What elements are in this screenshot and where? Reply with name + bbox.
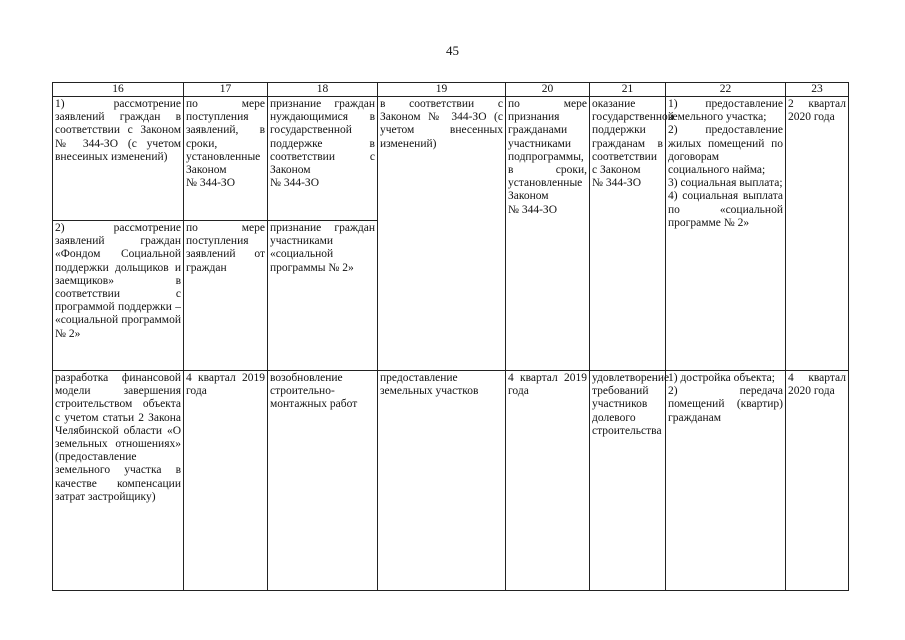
cell-16: 1) рассмотрение заявлений граждан в соответствии с Законом № 344-ЗО (с учетом внесеиных изменений) — [53, 97, 184, 221]
cell-22: 1) достройка объекта; 2) передача помещений (квартир) гражданам — [666, 371, 786, 591]
table-row — [53, 97, 849, 221]
cell-20: по мере признания гражданами участниками подпрограммы, в сроки, установленные Законом № 344-ЗО — [506, 97, 590, 371]
cell-20: 4 квартал 2019 года — [506, 371, 590, 591]
cell-23: 4 квартал 2020 года — [786, 371, 849, 591]
column-header-19: 19 — [378, 83, 506, 97]
cell-19: в соответствии с Законом № 344-ЗО (с учетом внесенных изменений) — [378, 97, 506, 371]
cell-22: 1) предоставление земельного участка; 2) предоставление жилых помещений по договорам социального найма; 3) социальная выплата; 4) социальная выплата по «социальной программе № 2» — [666, 97, 786, 371]
cell-19: предоставление земельных участков — [378, 371, 506, 591]
cell-17: по мере поступления заявлений, в сроки, установленные Законом № 344-ЗО — [184, 97, 268, 221]
cell-17: по мере поступления заявлений от граждан — [184, 221, 268, 371]
cell-18: возобновление строительно-монтажных работ — [268, 371, 378, 591]
cell-18: признание граждан участниками «социальной программы № 2» — [268, 221, 378, 371]
cell-18: признание граждан нуждающимися в государственной поддержке в соответствии с Законом № 344-ЗО — [268, 97, 378, 221]
cell-21: оказание государственной поддержки гражданам в соответствии с Законом № 344-ЗО — [590, 97, 666, 371]
cell-17: 4 квартал 2019 года — [184, 371, 268, 591]
header-row — [53, 83, 849, 97]
cell-23: 2 квартал 2020 года — [786, 97, 849, 371]
document-table — [52, 82, 849, 591]
column-header-16: 16 — [53, 83, 184, 97]
column-header-20: 20 — [506, 83, 590, 97]
cell-16: 2) рассмотрение заявлений граждан «Фондом Социальной поддержки дольщиков и заемщиков» в соответствии с программой поддержки – «социальной программой № 2» — [53, 221, 184, 371]
column-header-23: 23 — [786, 83, 849, 97]
cell-21: удовлетворение требований участников долевого строительства — [590, 371, 666, 591]
table-row — [53, 371, 849, 591]
page-number: 45 — [446, 43, 459, 58]
column-header-18: 18 — [268, 83, 378, 97]
column-header-22: 22 — [666, 83, 786, 97]
column-header-17: 17 — [184, 83, 268, 97]
column-header-21: 21 — [590, 83, 666, 97]
cell-16: разработка финансовой модели завершения строительством объекта с учетом статьи 2 Закона Челябинской области «О земельных отношениях» (предоставление земельного участка в качестве компенсации затрат застройщику) — [53, 371, 184, 591]
